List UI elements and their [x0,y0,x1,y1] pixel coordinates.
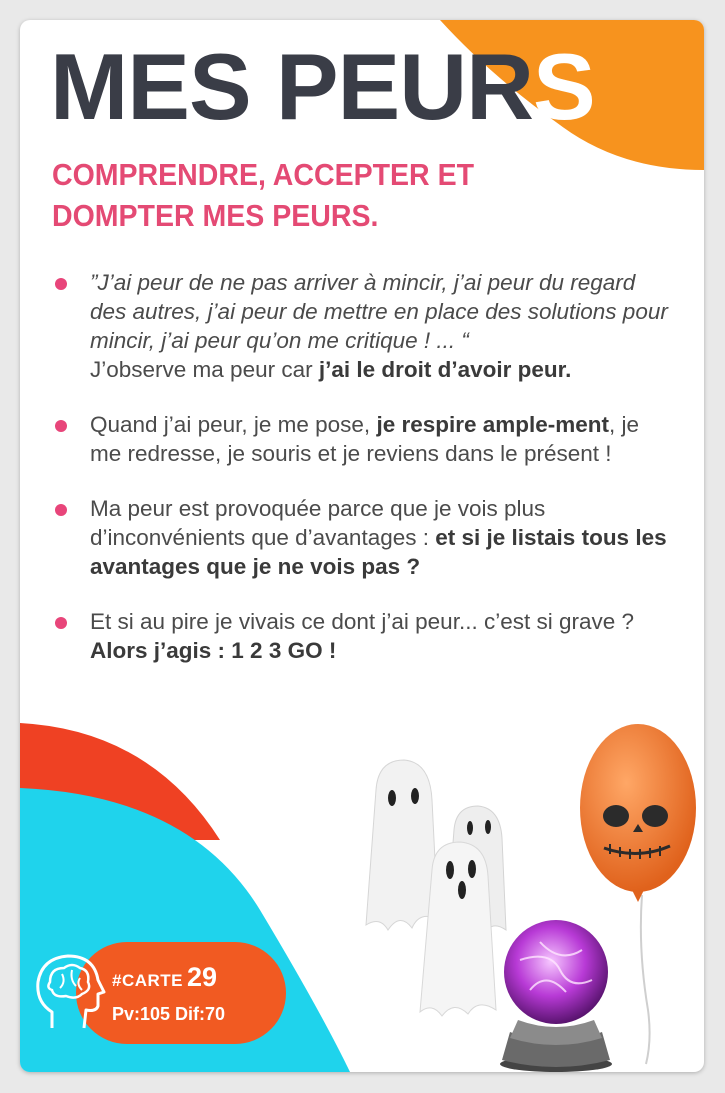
brain-head-icon [32,952,108,1032]
bullet-icon [55,504,67,516]
halloween-illustration [320,720,704,1072]
item-bold: et si je listais tous les avantages que je ne vois pas ? [90,525,667,579]
card-number: 29 [187,962,218,992]
item-text: , je me redresse, je souris et je reviens dans le présent ! [90,412,640,466]
subtitle: COMPRENDRE, ACCEPTER ET DOMPTER MES PEURS. [52,157,475,233]
bullet-icon [55,278,67,290]
item-text: Ma peur est provoquée parce que je vois plus d’inconvénients que d’avantages : [90,496,546,550]
advice-list [52,268,672,691]
list-item [52,607,672,665]
list-item [52,268,672,384]
card-badge [76,942,286,1044]
ghost-illustration [366,760,506,1016]
bullet-icon [55,617,67,629]
list-item [52,494,672,581]
crystal-ball-illustration [500,920,612,1072]
page-title: MES PEURS [50,34,595,139]
item-text: Et si au pire je vivais ce dont j’ai peur... c’est si grave ? [90,609,635,634]
list-item [52,410,672,468]
quote-text: ”J’ai peur de ne pas arriver à mincir, j’ai peur du regard des autres, j’ai peur de mettre en place des solutions pour mincir, j’ai peur qu’on me critique ! ... “ [90,270,668,353]
card [20,20,704,1072]
pumpkin-balloon-illustration [580,724,696,1064]
card-stats: Pv:105 Dif:70 [112,1004,226,1024]
item-text: J’observe ma peur car [90,357,319,382]
card-label: #CARTE [112,971,184,990]
item-bold: j’ai le droit d’avoir peur. [318,357,572,382]
item-bold: Alors j’agis : 1 2 3 GO ! [90,638,337,663]
bullet-icon [55,420,67,432]
item-text: Quand j’ai peur, je me pose, [90,412,377,437]
item-bold: je respire ample-ment [376,412,610,437]
